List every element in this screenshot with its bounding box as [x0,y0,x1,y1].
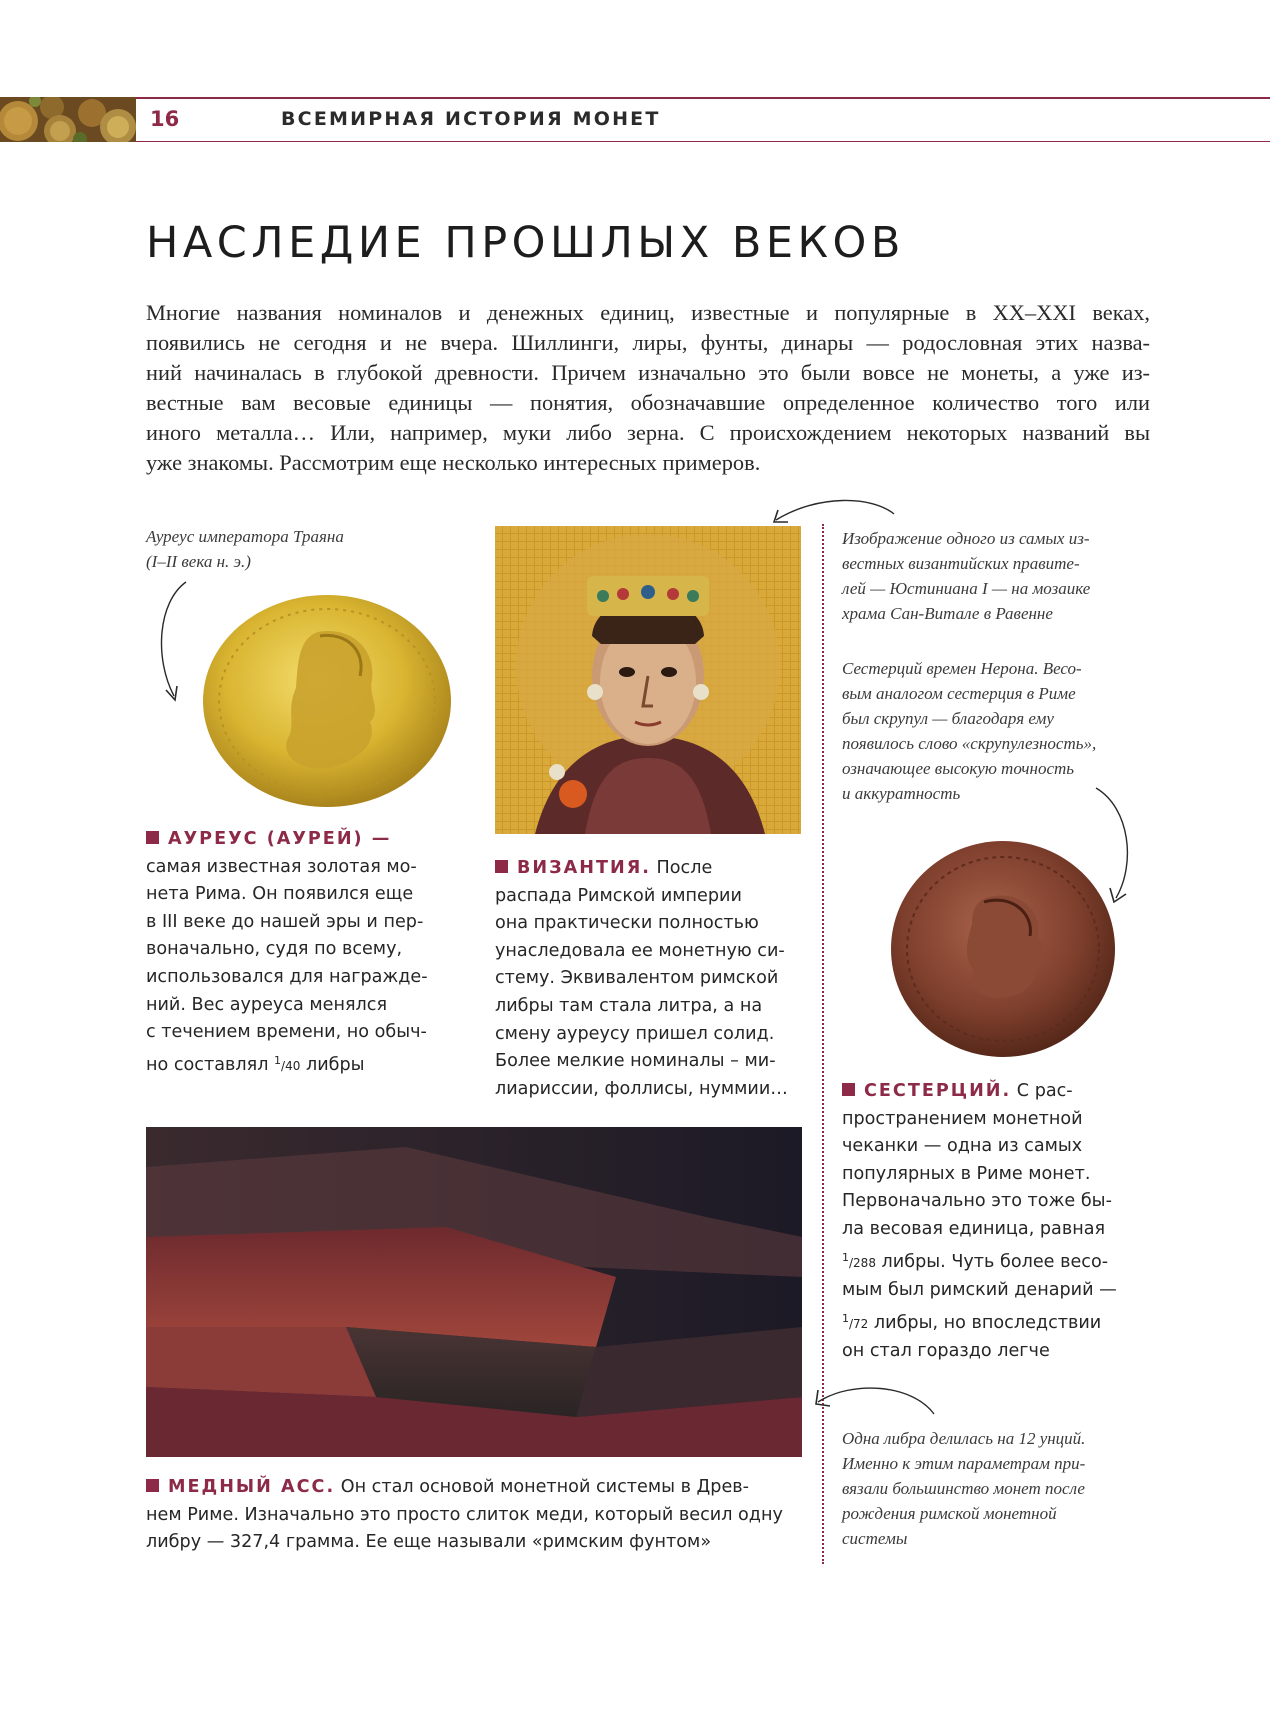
intro-line: иного металла… Или, например, муки либо зерна. С происхождением некоторых названий вы [146,420,1150,445]
text-line: ла весовая единица, равная [842,1218,1106,1239]
sestertius-heading: СЕСТЕРЦИЙ. [864,1081,1012,1101]
intro-line: Многие названия номиналов и денежных единиц, известные и популярные в XX–XXI веках, [146,300,1150,325]
as-text: МЕДНЫЙ АСС. Он стал основой монетной системы в Древ- нем Риме. Изначально это просто слиток меди, который весил одну либру — 327,4 грамма. Ее еще называли «римским фунтом» [146,1474,816,1557]
text-line: чеканки — одна из самых [842,1136,1083,1157]
text-line: Более мелкие номиналы – ми- [495,1051,776,1072]
fraction-numerator: 1 [274,1053,282,1067]
byzantium-heading: ВИЗАНТИЯ. [517,858,651,878]
caption-line: Именно к этим параметрам при- [842,1454,1086,1473]
sestertius-text: СЕСТЕРЦИЙ. С рас- пространением монетной чеканки — одна из самых популярных в Риме монет. Первоначально это тоже бы- ла весовая единица, равная $^1$/288 либры. Чуть более весо- мым был римский денарий — $^1$/72 либры, но впоследствии он стал гораздо легче [842,1078,1152,1366]
text-line: либру — 327,4 грамма. Ее еще называли «римским фунтом» [146,1532,712,1553]
text-line: стему. Эквивалентом римской [495,968,779,989]
intro-paragraph [146,298,1150,478]
running-title: ВСЕМИРНАЯ ИСТОРИЯ МОНЕТ [281,108,661,130]
caption-line: храма Сан-Витале в Равенне [842,604,1053,623]
text-line: но составлял $^1$/40 либры [146,1053,365,1075]
bullet-square-icon [842,1083,855,1096]
bullet-square-icon [146,1479,159,1492]
text-line: популярных в Риме монет. [842,1163,1091,1184]
text-line: унаследовала ее монетную си- [495,940,785,961]
fraction-denominator: /72 [849,1316,869,1331]
page-title: НАСЛЕДИЕ ПРОШЛЫХ ВЕКОВ [146,218,905,268]
justinian-caption [842,526,1090,626]
aureus-coin-image [200,592,454,810]
text-line: самая известная золотая мо- [146,856,417,877]
text-line: с течением времени, но обыч- [146,1022,427,1043]
caption-line: вестных византийских правите- [842,554,1080,573]
bullet-square-icon [146,831,159,844]
fraction-denominator: /288 [849,1255,876,1270]
curved-arrow-icon [768,494,898,528]
text-line: воначально, судя по всему, [146,939,403,960]
intro-line: уже знакомы. Рассмотрим еще несколько интересных примеров. [146,450,761,475]
text-line: смену ауреусу пришел солид. [495,1023,775,1044]
caption-line: появилось слово «скрупулезность», [842,734,1097,753]
curved-arrow-icon [152,578,192,708]
text-line: пространением монетной [842,1108,1083,1129]
caption-line: означающее высокую точность [842,759,1074,778]
text-line: $^1$/72 либры, но впоследствии [842,1311,1102,1333]
caption-line: Сестерций времен Нерона. Весо- [842,659,1082,678]
text-line: нета Рима. Он появился еще [146,884,414,905]
intro-line: появились не сегодня и не вчера. Шиллинги, лиры, фунты, динары — родословная этих назва- [146,330,1150,355]
aureus-heading: АУРЕУС (АУРЕЙ) — [168,829,392,849]
byzantium-text: ВИЗАНТИЯ. После распада Римской империи она практически полностью унаследовала ее монетную си- стему. Эквивалентом римской либры там стала литра, а на смену ауреусу пришел солид. Более мелкие номиналы – ми- лиариссии, фоллисы, нуммии… [495,855,805,1103]
text-line: он стал гораздо легче [842,1341,1050,1362]
caption-line: Изображение одного из самых из- [842,529,1090,548]
caption-line: Ауреус императора Траяна [146,527,344,546]
copper-ingot-image [146,1127,802,1457]
text-line: $^1$/288 либры. Чуть более весо- [842,1250,1109,1272]
intro-line: ний начиналась в глубокой древности. Причем изначально это были вовсе не монеты, а уже из- [146,360,1150,385]
text-line: использовался для награжде- [146,966,428,987]
caption-line: и аккуратность [842,784,961,803]
aureus-text [146,826,446,1080]
caption-line: был скрупул — благодаря ему [842,709,1054,728]
fraction-numerator: 1 [842,1311,849,1325]
text-line: она практически полностью [495,913,759,934]
caption-line: вым аналогом сестерция в Риме [842,684,1076,703]
libra-caption [842,1426,1085,1551]
fraction-numerator: 1 [842,1250,849,1264]
intro-line: вестные вам весовые единицы — понятия, обозначавшие определенное количество того или [146,390,1150,415]
text-line: в III веке до нашей эры и пер- [146,911,424,932]
fraction-denominator: /40 [281,1058,301,1073]
sestertius-coin-image [888,838,1118,1060]
page-number: 16 [150,107,180,131]
text-line: мым был римский денарий — [842,1280,1117,1301]
text-line: лиариссии, фоллисы, нуммии… [495,1078,788,1099]
aureus-caption [146,524,344,574]
text-line: распада Римской империи [495,885,742,906]
header-coins-image [0,97,136,142]
text-line: либры там стала литра, а на [495,995,763,1016]
header-rule [0,97,1270,99]
bullet-square-icon [495,860,508,873]
text-line: нем Риме. Изначально это просто слиток меди, который весил одну [146,1504,783,1525]
sestertius-caption [842,656,1096,806]
caption-line: вязали большинство монет после [842,1479,1085,1498]
caption-line: Одна либра делилась на 12 унций. [842,1429,1086,1448]
header-rule-bottom [0,141,1270,142]
caption-line: лей — Юстиниана I — на мозаике [842,579,1091,598]
as-heading: МЕДНЫЙ АСС. [168,1477,336,1497]
text-line: ний. Вес ауреуса менялся [146,994,388,1015]
justinian-mosaic-image [495,526,801,834]
text-line: Первоначально это тоже бы- [842,1191,1112,1212]
caption-line: (I–II века н. э.) [146,552,251,571]
caption-line: системы [842,1529,908,1548]
curved-arrow-icon [808,1378,938,1418]
caption-line: рождения римской монетной [842,1504,1057,1523]
